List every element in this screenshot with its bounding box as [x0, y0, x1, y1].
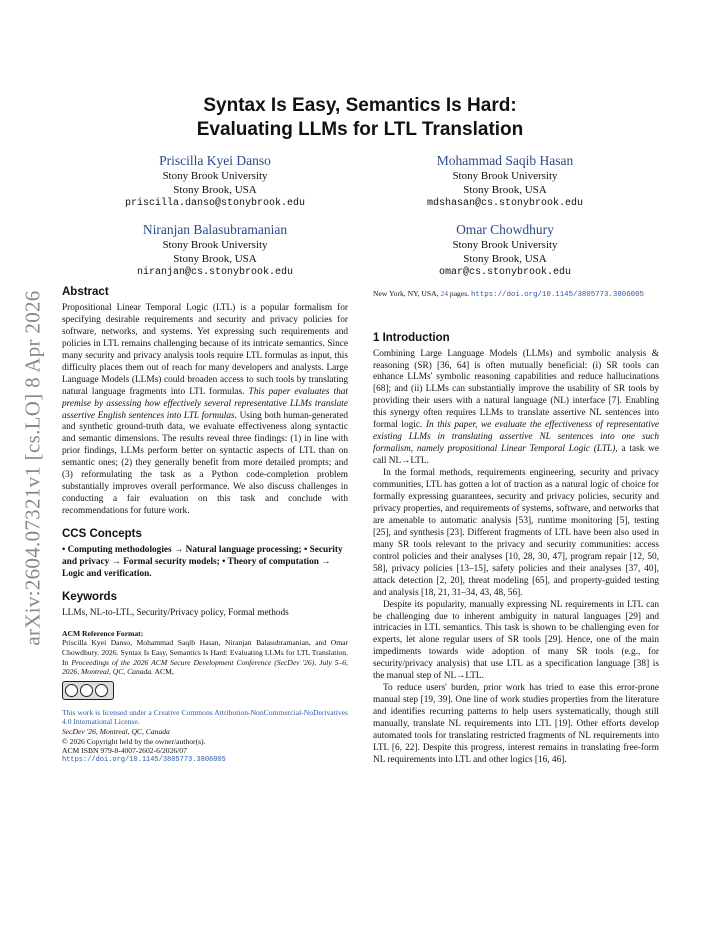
arxiv-sidebar — [18, 268, 48, 668]
doi-link[interactable]: https://doi.org/10.1145/3805773.3806005 — [471, 291, 644, 299]
keywords-heading: Keywords — [62, 590, 117, 603]
ccs-item: • Security and privacy → Formal security models; — [62, 545, 343, 568]
author-location: Stony Brook, USA — [463, 184, 547, 196]
license-link[interactable]: This work is licensed under a Creative Commons Attribution-NonCommercial-NoDerivatives 4.0 International License. — [62, 707, 348, 727]
paper-title — [0, 94, 720, 142]
author-block-2 — [385, 152, 625, 211]
ccs-concepts — [62, 545, 348, 581]
author-affiliation: Stony Brook University — [452, 239, 558, 251]
conference-line: SecDev '26, Montreal, QC, Canada — [62, 726, 170, 736]
author-email: mdshasan@cs.stonybrook.edu — [426, 198, 584, 209]
license-doi-link[interactable]: https://doi.org/10.1145/3805773.3806005 — [62, 755, 226, 764]
intro-paragraph-3: Despite its popularity, manually expressing NL requirements in LTL can be challenging due to inherent ambiguity in natural languages [29] and intricacies in LTL semantics. This task is shown to be challenging even for experts, let alone regular users of SR tools [29]. Hence, one of the main impediments towards wide adoption of many SR tools (e.g., for security/privacy analysis) that use LTL as a specification language [38] is the manual step of NL→LTL. — [373, 599, 659, 682]
author-block-4 — [385, 221, 625, 280]
isbn-line: ACM ISBN 979-8-4007-2602-6/2026/07 — [62, 746, 187, 756]
intro-paragraph-4: To reduce users' burden, prior work has tried to ease this error-prone manual step [19, 39]. One line of work studies properties from the literature and identifies recurring patterns to help users systematically, though still manually, translate NL requirements into LTL [19]. Other efforts develop automated tools for translating restricted fragments of NL requirements into LTL [6, 22]. Despite this progress, interest remains in translating free-form NL requirements into LTL and other logics [16, 46]. — [373, 683, 659, 765]
cc-by-icon — [80, 684, 93, 697]
ccs-item: • Theory of computation → Logic and verification. — [62, 557, 331, 579]
author-affiliation: Stony Brook University — [162, 239, 268, 251]
title-line-2: Evaluating LLMs for LTL Translation — [196, 119, 524, 140]
author-location: Stony Brook, USA — [173, 184, 257, 196]
intro-paragraph-1: Combining Large Language Models (LLMs) and symbolic analysis & reasoning (SR) [36, 64] is often mutually beneficial: (i) SR tools can enhance LLMs' symbolic reasoning capabilities and reduce hallucinations [68]; and (ii) LLMs can substantially improve the usability of SR tools by providing their users with a natural language (NL) interface [7]. Enabling this synergy often requires LLMs to translate assertive NL sentences into formal logic. In this paper, we evaluate the effectiveness of representative existing LLMs in translating assertive NL sentences into one such formalism, namely propositional Linear Temporal Logic (LTL), a task we call NL→LTL. — [373, 348, 659, 467]
title-line-1: Syntax Is Easy, Semantics Is Hard: — [203, 95, 517, 116]
author-name[interactable]: Niranjan Balasubramanian — [142, 222, 288, 237]
arxiv-id: arXiv:2604.07321v1 [cs.LO] 8 Apr 2026 — [20, 290, 45, 646]
author-email: omar@cs.stonybrook.edu — [438, 267, 572, 278]
ccs-item: • Computing methodologies → Natural language processing; — [62, 545, 302, 556]
cc-icon — [65, 684, 78, 697]
abstract-text: Propositional Linear Temporal Logic (LTL) is a popular formalism for specifying desirable requirements and security and privacy policies for software, networks, and systems. Yet expressing such requirements and policies in LTL remains challenging because of its intricate semantics. Since many security and privacy analysis tools require LTL formulas as input, this difficulty places them out of reach for many developers and analysts. Large Language Models (LLMs) could broaden access to such tools by translating natural language fragments into LTL formulas. This paper evaluates that premise by assessing how effectively several representative LLMs translate assertive English sentences into LTL formulas. Using both human-generated and synthetic ground-truth data, we evaluate effectiveness along syntactic and semantic dimensions. The results reveal three findings: (1) in line with prior findings, LLMs perform better on syntactic aspects of LTL than on semantic ones; (2) they generally benefit from more detailed prompts; and (3) reformulating the task as a Python code-completion problem substantially improves overall performance. We also discuss challenges in conducting a fair evaluation on this task and conclude with recommendations for future work. — [62, 302, 348, 517]
copyright-line: © 2026 Copyright held by the owner/author(s). — [62, 736, 206, 746]
ccs-heading: CCS Concepts — [62, 528, 142, 541]
author-name[interactable]: Mohammad Saqib Hasan — [436, 153, 574, 168]
author-email: priscilla.danso@stonybrook.edu — [124, 198, 306, 209]
left-column — [62, 287, 348, 765]
reference-format-text: Priscilla Kyei Danso, Mohammad Saqib Hasan, Niranjan Balasubramanian, and Omar Chowdhury. 2026. Syntax Is Easy, Semantics Is Hard: Evaluating LLMs for LTL Translation. In Proceedings of the 2026 ACM Secure Development Conference (SecDev '26), July 5–6, 2026, Montreal, QC, Canada. ACM, — [62, 638, 348, 677]
cc-nc-nd-icon — [95, 684, 108, 697]
creative-commons-badge[interactable] — [62, 681, 114, 700]
right-column — [373, 289, 659, 767]
reference-format-heading: ACM Reference Format: — [62, 628, 144, 638]
intro-paragraph-2: In the formal methods, requirements engineering, security and privacy communities, LTL has gotten a lot of traction as a natural logic of choice for formally expressing guarantees, security and privacy policies, security and privacy properties, and requirements of systems, software, and networks that are amenable to automatic analysis [53], runtime monitoring [5], testing [25], and synthesis [23]. Different fragments of LTL have been also used in many SR tools relevant to the privacy and security communities: access control policies and their analyses [10, 28, 30, 47], program repair [12, 50, 58], privacy policies [13–15], safety policies and their analyses [37, 40], attack detection [2, 20], threat modeling [65], and property-guided testing and analysis [18, 21, 31–34, 43, 48, 56]. — [373, 468, 659, 598]
keywords-text: LLMs, NL-to-LTL, Security/Privacy policy, Formal methods — [62, 607, 289, 618]
author-email: niranjan@cs.stonybrook.edu — [136, 267, 294, 278]
author-location: Stony Brook, USA — [173, 253, 257, 265]
author-affiliation: Stony Brook University — [162, 170, 268, 182]
author-name[interactable]: Omar Chowdhury — [456, 222, 554, 237]
author-name[interactable]: Priscilla Kyei Danso — [159, 153, 271, 168]
abstract-heading: Abstract — [62, 286, 109, 298]
author-block-1 — [95, 152, 335, 211]
publication-info: New York, NY, USA, 24 pages. https://doi.org/10.1145/3805773.3806005 — [373, 289, 644, 299]
author-affiliation: Stony Brook University — [452, 170, 558, 182]
author-block-3 — [95, 221, 335, 280]
introduction-heading: 1 Introduction — [373, 331, 450, 344]
author-location: Stony Brook, USA — [463, 253, 547, 265]
